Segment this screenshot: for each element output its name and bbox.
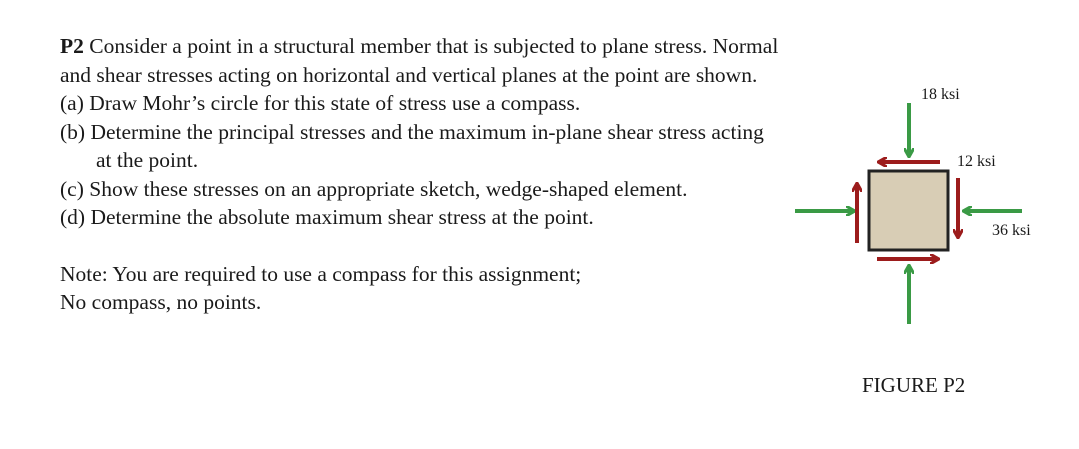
part-c-label: (c) <box>60 176 84 201</box>
problem-intro-text: Consider a point in a structural member that is subjected to plane stress. Normal and shear stresses acting on horizontal and vertical planes at the point are shown. <box>60 34 779 87</box>
label-side-normal: 36 ksi <box>992 222 1031 239</box>
figure-caption: FIGURE P2 <box>862 373 966 397</box>
note-line-2: No compass, no points. <box>60 290 262 314</box>
note-line-1: Note: You are required to use a compass for this assignment; <box>60 261 582 286</box>
part-a-text: Draw Mohr’s circle for this state of stress use a compass. <box>89 91 581 115</box>
part-a-label: (a) <box>60 91 84 115</box>
part-c <box>60 175 780 204</box>
stress-element-square <box>869 171 948 250</box>
part-b-label: (b) <box>60 119 86 144</box>
stress-element-figure <box>780 70 1070 370</box>
label-shear: 12 ksi <box>957 153 996 170</box>
problem-id: P2 <box>60 34 84 58</box>
part-d <box>60 203 780 232</box>
problem-statement <box>60 32 780 317</box>
label-top-normal: 18 ksi <box>921 86 960 103</box>
part-b-text: Determine the principal stresses and the maximum in-plane shear stress acting at the point. <box>90 119 764 172</box>
part-b <box>60 118 780 175</box>
part-d-label: (d) <box>60 205 86 229</box>
part-d-text: Determine the absolute maximum shear stress at the point. <box>90 205 594 229</box>
part-a <box>60 89 780 118</box>
problem-intro <box>60 32 780 89</box>
part-c-text: Show these stresses on an appropriate sketch, wedge-shaped element. <box>89 176 688 201</box>
